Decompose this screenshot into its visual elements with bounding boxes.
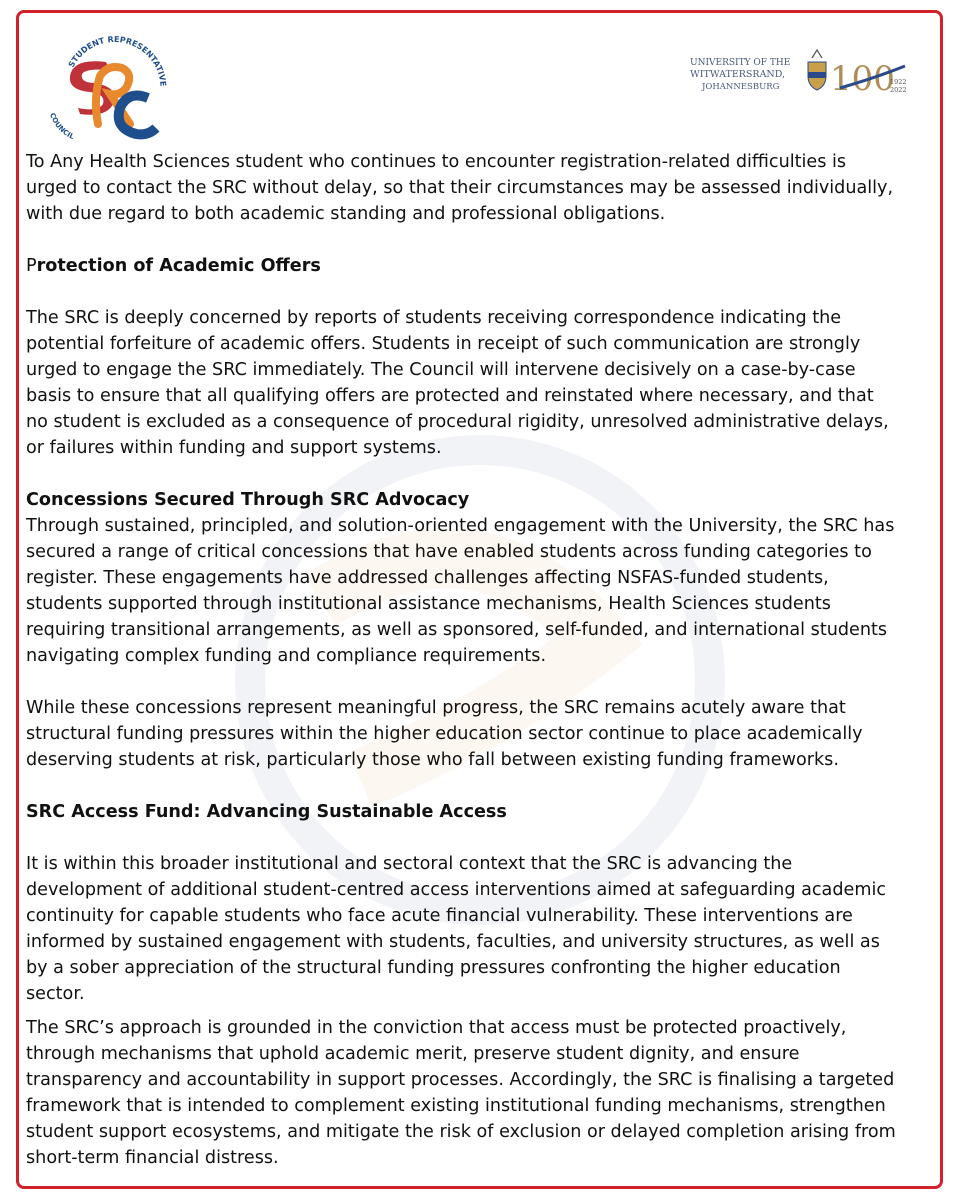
- svg-text:COUNCIL: [48, 112, 76, 141]
- wits-crest-icon: [808, 50, 826, 90]
- document-body: [26, 149, 936, 1171]
- src-logo: [48, 28, 168, 143]
- paragraph-concessions: Through sustained, principled, and solution-oriented engagement with the University, the SRC has secured a range of critical concessions that have enabled students across funding categories to register. These engagements have addressed challenges affecting NSFAS-funded students, students supported through institutional assistance mechanisms, Health Sciences students requiring transitional arrangements, as well as sponsored, self-funded, and international students navigating complex funding and compliance requirements.: [26, 516, 895, 666]
- heading-rest: rotection of Academic Offers: [36, 256, 321, 276]
- wits-logo: [690, 48, 910, 98]
- heading-concessions: Concessions Secured Through SRC Advocacy: [26, 490, 470, 510]
- year-to: 2022: [890, 86, 907, 94]
- paragraph-academic-offers: The SRC is deeply concerned by reports of students receiving correspondence indicating the potential forfeiture of academic offers. Students in receipt of such communication are strongly urged to engage the SRC immediately. The Council will intervene decisively on a case-by-case basis to ensure that all qualifying offers are protected and reinstated where necessary, and that no student is excluded as a consequence of procedural rigidity, unresolved administrative delays, or failures within funding and support systems.: [26, 308, 889, 458]
- paragraph-access-interventions: It is within this broader institutional and sectoral context that the SRC is advancing the development of additional student-centred access interventions aimed at safeguarding academic continuity for capable students who face acute financial vulnerability. These interventions are informed by sustained engagement with students, faculties, and university structures, as well as by a sober appreciation of the structural funding pressures confronting the higher education sector.: [26, 854, 887, 1004]
- wits-line1: UNIVERSITY OF THE: [690, 58, 791, 68]
- src-ring-text: STUDENT REPRESENTATIVE: [66, 34, 168, 87]
- paragraph-funding-pressures: While these concessions represent meaningful progress, the SRC remains acutely aware that structural funding pressures within the higher education sector continue to place academically deserving students at risk, particularly those who fall between existing funding frameworks.: [26, 698, 863, 770]
- centenary-number: 100: [830, 59, 895, 98]
- year-from: 1922: [890, 78, 907, 86]
- wits-line3: JOHANNESBURG: [702, 82, 780, 92]
- heading-protection-of-academic-offers: [26, 253, 936, 279]
- paragraph-registration-difficulties: To Any Health Sciences student who continues to encounter registration-related difficulties is urged to contact the SRC without delay, so that their circumstances may be assessed individually, with due regard to both academic standing and professional obligations.: [26, 152, 894, 224]
- heading-src-access-fund: SRC Access Fund: Advancing Sustainable Access: [26, 802, 507, 822]
- src-council-text: COUNCIL: [48, 111, 76, 141]
- heading-first-letter: P: [26, 256, 37, 276]
- paragraph-src-approach: The SRC’s approach is grounded in the conviction that access must be protected proactively, through mechanisms that uphold academic merit, preserve student dignity, and ensure transparency and accountability in support processes. Accordingly, the SRC is finalising a targeted framework that is intended to complement existing institutional funding mechanisms, strengthen student support ecosystems, and mitigate the risk of exclusion or delayed completion arising from short-term financial distress.: [26, 1018, 896, 1168]
- wits-line2: WITWATERSRAND,: [690, 69, 786, 80]
